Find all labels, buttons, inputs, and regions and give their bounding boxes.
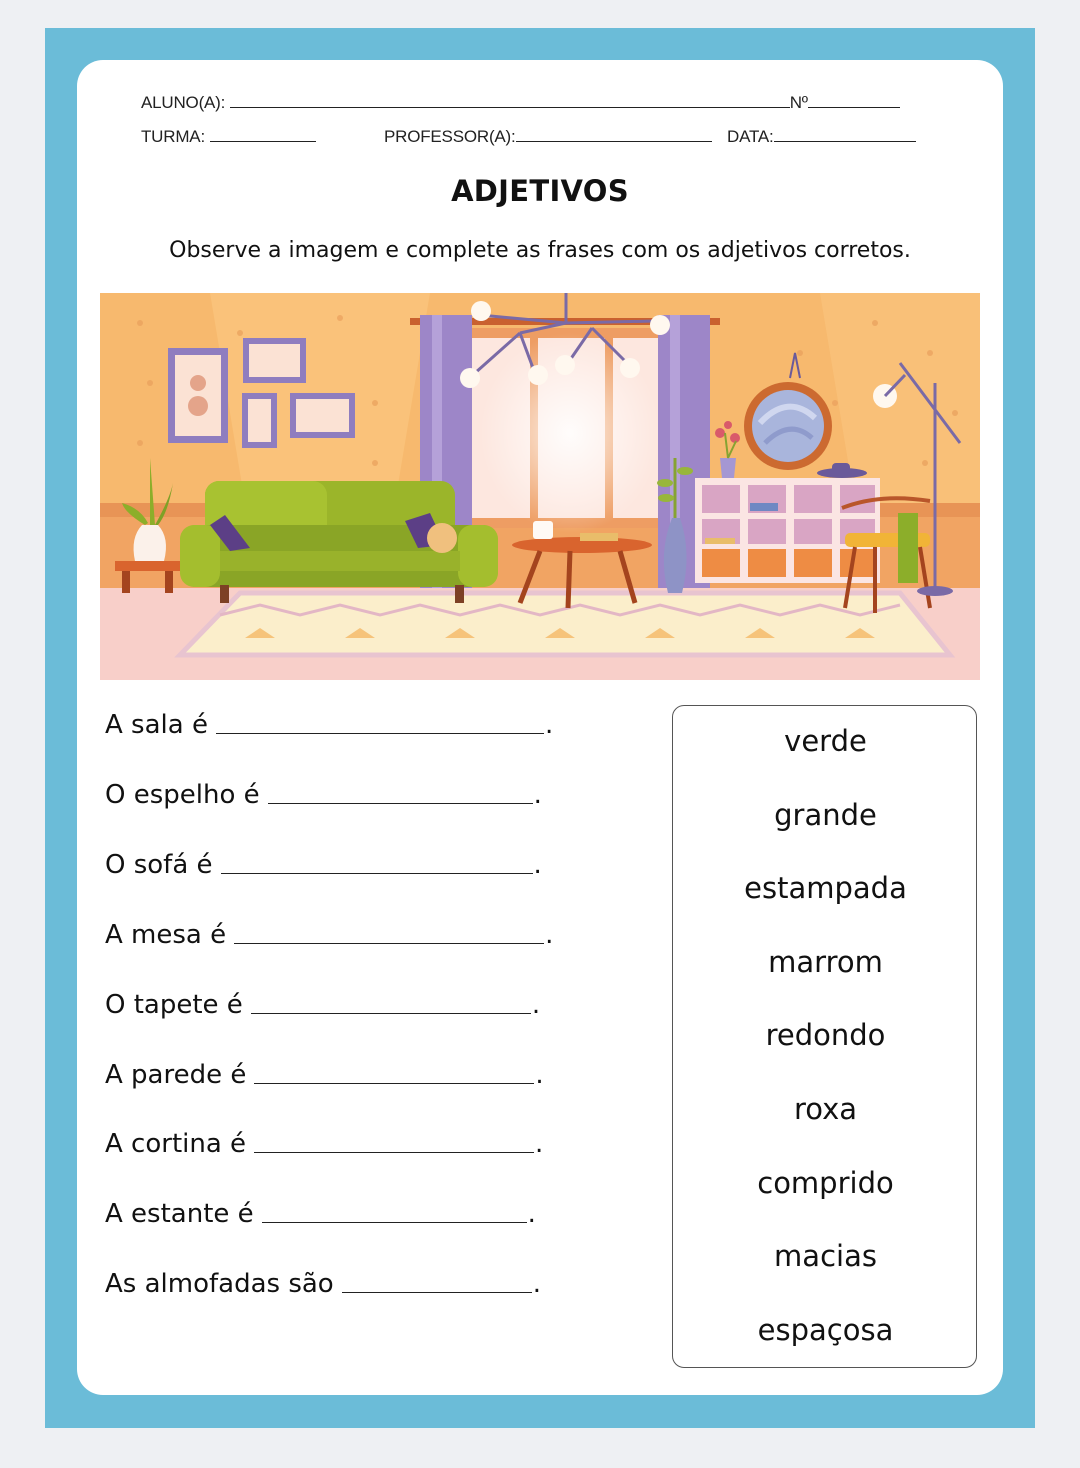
date-blank[interactable]: [774, 127, 916, 142]
date-field[interactable]: [727, 127, 916, 147]
sentence-prefix: A sala é: [105, 710, 208, 740]
answer-blank[interactable]: [262, 1221, 527, 1223]
student-blank[interactable]: [230, 93, 790, 108]
sentence-suffix: .: [535, 1129, 544, 1159]
class-field[interactable]: [141, 127, 316, 147]
date-label: DATA:: [727, 127, 774, 146]
sentence-prefix: A cortina é: [105, 1129, 247, 1159]
sentence-prefix: O tapete é: [105, 990, 243, 1020]
word-bank-item: roxa: [793, 1092, 858, 1126]
class-blank[interactable]: [210, 127, 316, 142]
answer-blank[interactable]: [234, 942, 544, 944]
sentence-prefix: A mesa é: [105, 920, 227, 950]
sentence-prefix: As almofadas são: [105, 1269, 334, 1299]
class-label: TURMA:: [141, 127, 205, 146]
answer-blank[interactable]: [251, 1012, 531, 1014]
sentence-suffix: .: [533, 780, 542, 810]
answer-blank[interactable]: [216, 732, 544, 734]
answer-blank[interactable]: [254, 1151, 534, 1153]
answer-blank[interactable]: [254, 1082, 534, 1084]
student-field[interactable]: [141, 93, 900, 113]
student-label: ALUNO(A):: [141, 93, 226, 112]
sentence-prefix: A parede é: [105, 1060, 247, 1090]
sentence-suffix: .: [527, 1199, 536, 1229]
sentence-prefix: O sofá é: [105, 850, 213, 880]
living-room-illustration: [100, 293, 980, 680]
sentence-9: [105, 1269, 541, 1299]
word-bank-item: espaçosa: [757, 1313, 894, 1347]
answer-blank[interactable]: [268, 802, 533, 804]
sentence-suffix: .: [531, 990, 541, 1020]
sentence-suffix: .: [545, 920, 554, 950]
page-title: ADJETIVOS: [451, 174, 629, 208]
answer-blank[interactable]: [221, 872, 533, 874]
number-blank[interactable]: [808, 93, 900, 108]
sentence-8: [105, 1199, 536, 1229]
sentence-7: [105, 1129, 543, 1159]
teacher-field[interactable]: [384, 127, 712, 147]
word-bank-item: comprido: [757, 1166, 894, 1200]
sentence-prefix: A estante é: [105, 1199, 254, 1229]
word-bank-item: verde: [784, 724, 867, 758]
word-bank-item: estampada: [744, 871, 907, 905]
sentence-4: [105, 920, 553, 950]
sentence-2: [105, 780, 542, 810]
sentence-suffix: .: [544, 710, 554, 740]
sentence-suffix: .: [532, 1269, 541, 1299]
sentence-1: [105, 710, 553, 740]
sentence-3: [105, 850, 542, 880]
sentence-suffix: .: [535, 1060, 544, 1090]
teacher-label: PROFESSOR(A):: [384, 127, 516, 146]
sentence-prefix: O espelho é: [105, 780, 260, 810]
sentence-suffix: .: [533, 850, 542, 880]
answer-blank[interactable]: [342, 1291, 532, 1293]
word-bank-item: marrom: [768, 945, 883, 979]
word-bank: [672, 705, 977, 1368]
instruction-text: Observe a imagem e complete as frases com os adjetivos corretos.: [169, 238, 911, 263]
number-label: Nº: [789, 93, 808, 112]
sentence-5: [105, 990, 540, 1020]
teacher-blank[interactable]: [516, 127, 712, 142]
word-bank-item: macias: [774, 1239, 877, 1273]
word-bank-item: redondo: [765, 1018, 886, 1052]
sentence-6: [105, 1060, 544, 1090]
word-bank-item: grande: [774, 798, 877, 832]
